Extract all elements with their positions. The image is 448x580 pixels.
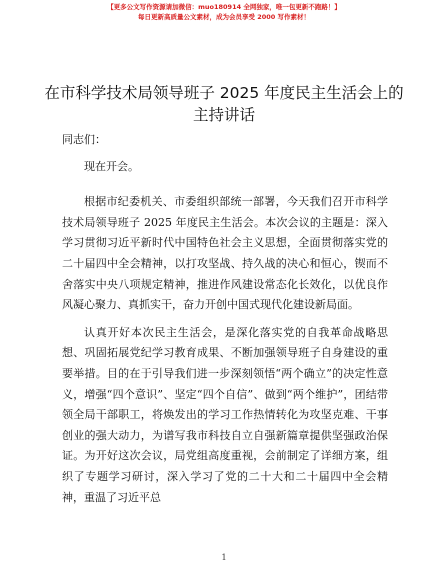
document-body: [62, 130, 388, 515]
banner-line-1: 【更多公文写作资源请加微信：muo180914 全网独家，唯一包更新不跑路！】: [107, 3, 341, 11]
document-title: 在市科学技术局领导班子 2025 年度民主生活会上的主持讲话: [44, 84, 404, 124]
paragraph-1: 根据市纪委机关、市委组织部统一部署，今天我们召开市科学技术局领导班子 2025 年度民主生活会。本次会议的主题是：深入学习贯彻习近平新时代中国特色社会主义思想，全面贯彻落实党的二十届四中全会精神，以打攻坚战、持久战的决心和恒心，锲而不舍落实中央八项规定精神，推进作风建设常态化长效化，以优良作风凝心聚力、真抓实干，奋力开创中国式现代化建设新局面。: [62, 195, 388, 312]
opening-line: 现在开会。: [84, 159, 139, 173]
banner-line-2: 每日更新高质量公文素材，成为会员享受 2000 写作素材！: [137, 13, 311, 21]
paragraph-2: 认真开好本次民主生活会，是深化落实党的自我革命战略思想、巩固拓展党纪学习教育成果、不断加强领导班子自身建设的重要举措。目的在于引导我们进一步深刻领悟“两个确立”的决定性意义，增强“四个意识”、坚定“四个自信”、做到“两个维护”，团结带领全局干部职工，将焕发出的学习工作热情转化为攻坚克难、干事创业的强大动力，为谱写我市科技自立自强新篇章提供坚强政治保证。为开好这次会议，局党组高度重视，会前制定了详细方案，组织了专题学习研讨，深入学习了党的二十大和二十届四中全会精神，重温了习近平总: [62, 325, 388, 504]
greeting: 同志们：: [62, 133, 106, 146]
page-number: 1: [221, 553, 227, 562]
header-banner: [0, 2, 448, 22]
